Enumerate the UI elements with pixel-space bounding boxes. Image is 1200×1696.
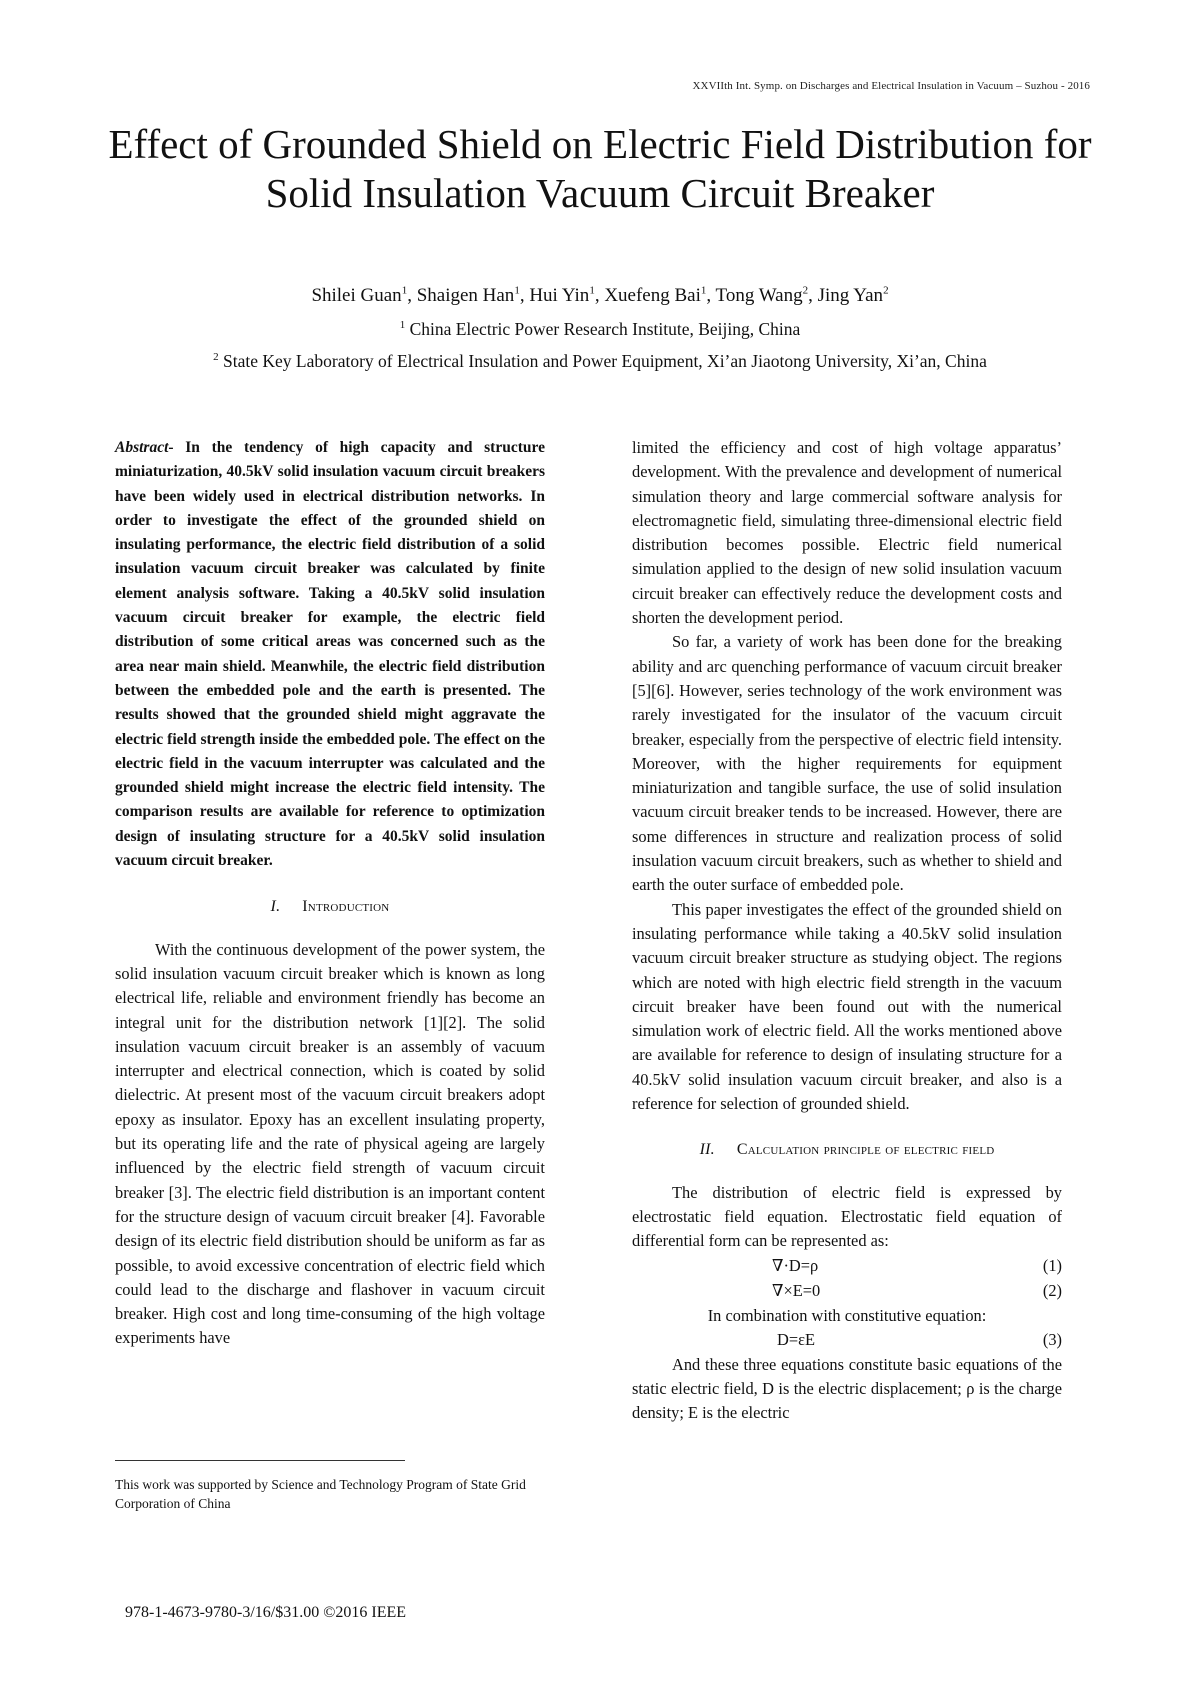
author: Xuefeng Bai <box>604 285 701 306</box>
body-paragraph: So far, a variety of work has been done for the breaking ability and arc quenching performance of vacuum circuit breaker [5][6]. However, series technology of the work environment was rarely investigated for the insulator of the vacuum circuit breaker, especially from the perspective of electric field intensity. Moreover, with the higher requirements for equipment miniaturization and tangible surface, the use of solid insulation vacuum circuit breaker tends to be increased. However, there are some differences in structure and realization process of solid insulation vacuum circuit breakers, such as whether to shield and earth the outer surface of embedded pole. <box>632 632 1062 895</box>
body-paragraph: The distribution of electric field is expressed by electrostatic field equation. Electrostatic field equation of differential form can be represented as: <box>632 1182 1062 1251</box>
paper-title: Effect of Grounded Shield on Electric Field Distribution for Solid Insulation Vacuum Circuit Breaker <box>108 121 1092 216</box>
equation-number: (2) <box>1042 1280 1062 1300</box>
equation <box>632 1279 1062 1304</box>
abstract-lead: Abstract <box>115 439 169 456</box>
author-affil-mark: 1 <box>514 284 520 297</box>
running-header: XXVIIth Int. Symp. on Discharges and Electrical Insulation in Vacuum – Suzhou - 2016 <box>692 80 1090 92</box>
copyright-notice: 978-1-4673-9780-3/16/$31.00 ©2016 IEEE <box>125 1604 407 1621</box>
affiliation-text: State Key Laboratory of Electrical Insulation and Power Equipment, Xi’an Jiaotong University, Xi’an, China <box>223 351 987 371</box>
body-paragraph: With the continuous development of the power system, the solid insulation vacuum circuit breaker which is known as long electrical life, reliable and environment friendly has become an integral unit for the distribution network [1][2]. The solid insulation vacuum circuit breaker is an assembly of vacuum interrupter and electrical connection, which is coated by solid dielectric. At present most of the vacuum circuit breakers adopt epoxy as insulator. Epoxy has an excellent insulating property, but its operating life and the rate of physical ageing are largely influenced by the electric field strength of vacuum circuit breaker [3]. The electric field distribution is an important content for the structure design of vacuum circuit breaker [4]. Favorable design of its electric field distribution should be uniform as far as possible, to avoid excessive concentration of electric field which could lead to the discharge and flashover in vacuum circuit breaker. High cost and long time-consuming of the high voltage experiments have <box>115 939 545 1348</box>
right-column <box>632 436 1062 1426</box>
abstract <box>115 436 545 873</box>
equation-intro: In combination with constitutive equation: <box>707 1305 987 1325</box>
equation-formula: ∇×E=0 <box>772 1280 821 1300</box>
abstract-text: - In the tendency of high capacity and structure miniaturization, 40.5kV solid insulation vacuum circuit breakers have been widely used in electrical distribution networks. In order to investigate the effect of the grounded shield on insulating performance, the electric field distribution of a solid insulation vacuum circuit breaker was calculated by finite element analysis software. Taking a 40.5kV solid insulation vacuum circuit breaker for example, the electric field distribution of some critical areas was concerned such as the area near main shield. Meanwhile, the electric field distribution between the embedded pole and the earth is presented. The results showed that the grounded shield might aggravate the electric field strength inside the embedded pole. The effect on the electric field in the vacuum interrupter was calculated and the grounded shield might increase the electric field intensity. The comparison results are available for reference to optimization design of insulating structure for a 40.5kV solid insulation vacuum circuit breaker. <box>115 439 545 870</box>
author: Shilei Guan <box>311 285 402 306</box>
author-affil-mark: 1 <box>401 284 408 297</box>
equation <box>632 1328 1062 1353</box>
equation-formula: D=εE <box>777 1329 815 1349</box>
affiliation-mark: 2 <box>213 351 219 364</box>
author: Jing Yan <box>817 285 884 306</box>
body-paragraph: And these three equations constitute basic equations of the static electric field, D is the electric displacement; ρ is the charge density; E is the electric <box>632 1354 1062 1423</box>
affiliation-mark: 1 <box>399 319 406 332</box>
equation <box>632 1254 1062 1279</box>
section-heading <box>115 895 545 919</box>
body-paragraph: This paper investigates the effect of the grounded shield on insulating performance while taking a 40.5kV solid insulation vacuum circuit breaker structure as studying object. The regions which are noted with high electric field strength in the vacuum circuit breaker have been found out with the numerical simulation work of electric field. All the works mentioned above are available for reference to design of insulating structure for a 40.5kV solid insulation vacuum circuit breaker, and also is a reference for selection of grounded shield. <box>632 899 1062 1114</box>
author-list: Shilei Guan$^1$, Shaigen Han$^1$, Hui Yin$^1$, Xuefeng Bai$^1$, Tong Wang$^2$, Jing Yan$^2$ <box>311 284 889 306</box>
author-affil-mark: 1 <box>589 284 595 297</box>
section-title: Calculation principle of electric field <box>736 1141 995 1159</box>
author-affil-mark: 2 <box>802 284 809 297</box>
equation-number: (1) <box>1042 1255 1062 1275</box>
author: Shaigen Han <box>416 285 515 306</box>
body-paragraph: limited the efficiency and cost of high voltage apparatus’ development. With the prevalence and development of numerical simulation theory and large commercial software analysis for electromagnetic field, simulating three-dimensional electric field distribution becomes possible. Electric field numerical simulation applied to the design of new solid insulation vacuum circuit breaker can effectively reduce the development costs and shorten the development period. <box>632 438 1062 628</box>
footnote-rule <box>115 1460 405 1461</box>
author-affil-mark: 2 <box>883 284 889 297</box>
author: Tong Wang <box>715 285 803 306</box>
section-title: Introduction <box>302 898 390 916</box>
affiliation-text: China Electric Power Research Institute, Beijing, China <box>409 319 801 339</box>
section-number: II. <box>699 1141 715 1159</box>
affiliation <box>100 318 1100 340</box>
affiliation <box>100 350 1100 372</box>
author-affil-mark: 1 <box>700 284 707 297</box>
section-number: I. <box>270 898 281 916</box>
equation-number: (3) <box>1042 1329 1062 1349</box>
equation-formula: ∇·D=ρ <box>772 1255 819 1275</box>
footnote: This work was supported by Science and Technology Program of State Grid Corporation of China <box>115 1477 526 1511</box>
section-heading <box>632 1138 1062 1162</box>
left-column <box>115 436 545 1351</box>
author: Hui Yin <box>529 285 590 306</box>
